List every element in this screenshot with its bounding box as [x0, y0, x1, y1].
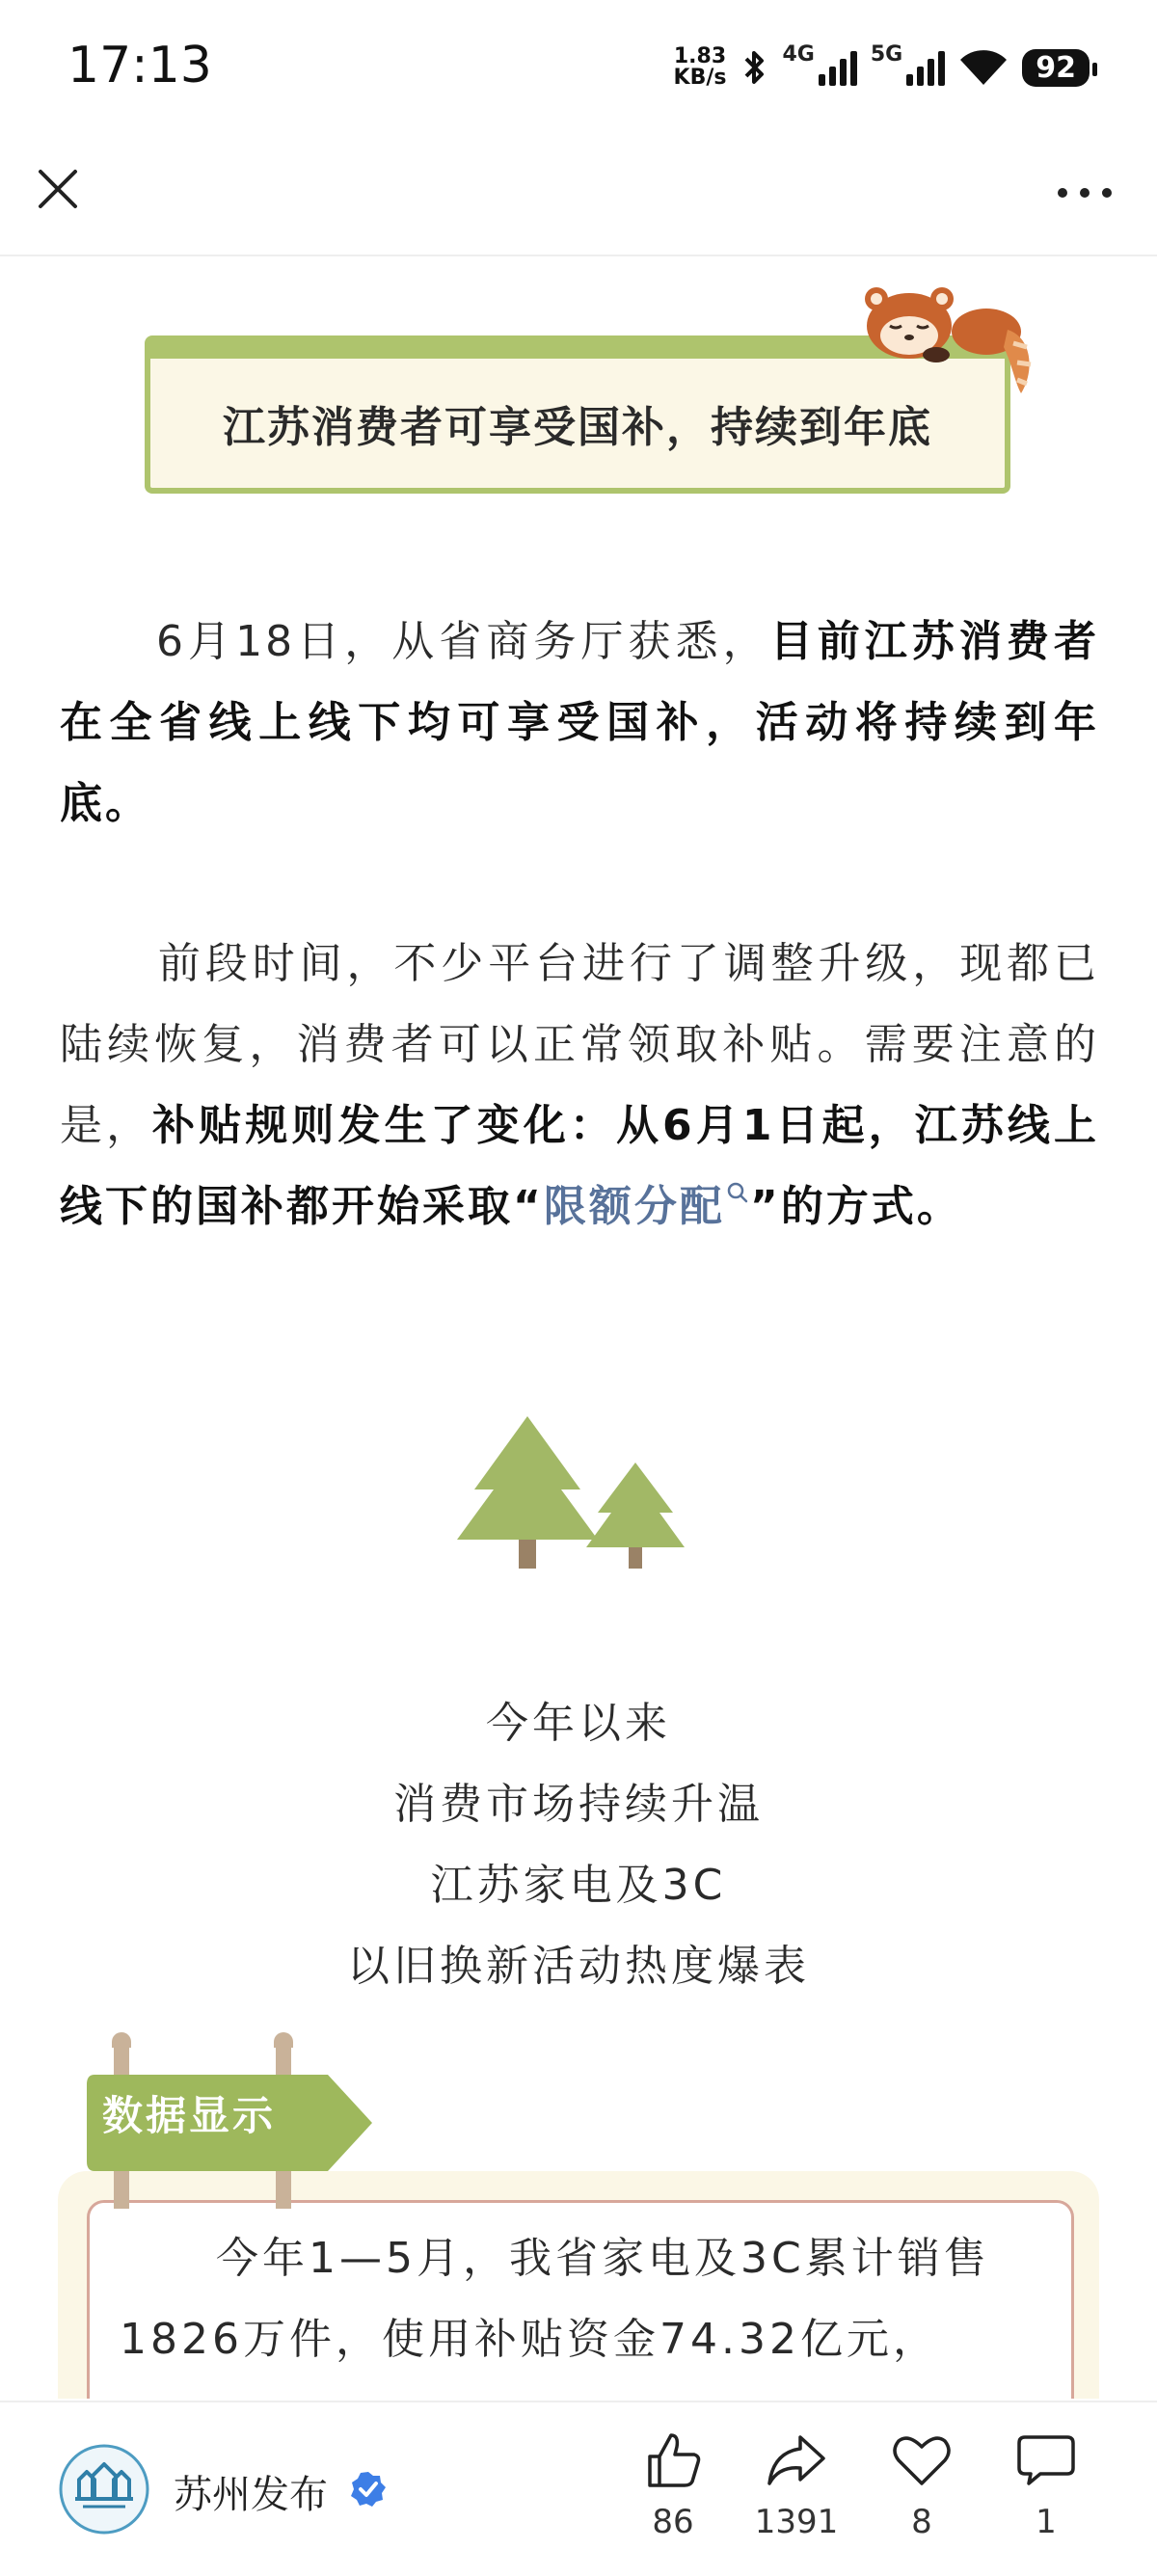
article-content — [0, 256, 1157, 2399]
signal-bars-icon — [819, 49, 857, 86]
trees-illustration — [453, 1409, 704, 1582]
paragraph-2: 前段时间，不少平台进行了调整升级，现都已陆续恢复，消费者可以正常领取补贴。需要注意的是，补贴规则发生了变化：从6月1日起，江苏线上线下的国补都开始采取“限额分配 ”的方式。 — [60, 939, 1100, 1231]
highlight-lines — [0, 1683, 1157, 2007]
favorite-count: 8 — [911, 2503, 932, 2541]
thumbs-up-icon — [642, 2431, 704, 2489]
signal-label-4g: 4G — [782, 41, 815, 67]
signal-label-5g: 5G — [870, 41, 903, 67]
comment-count: 1 — [1036, 2503, 1057, 2541]
red-panda-illustration — [863, 276, 1036, 401]
signal-bars-icon — [906, 49, 945, 86]
data-label: 数据显示 — [102, 2092, 277, 2139]
nav-bar — [0, 135, 1157, 256]
article-title: 江苏消费者可享受国补，持续到年底 — [223, 403, 932, 452]
bottom-bar — [0, 2401, 1157, 2576]
comment-button[interactable] — [993, 2431, 1099, 2541]
wifi-icon — [958, 48, 1009, 87]
account-logo[interactable] — [58, 2443, 150, 2536]
favorite-button[interactable] — [869, 2431, 975, 2541]
status-bar — [0, 0, 1157, 135]
bluetooth-icon — [740, 48, 769, 87]
data-paragraph: 今年1—5月，我省家电及3C累计销售1826万件，使用补贴资金74.32亿元， — [120, 2234, 990, 2364]
share-icon — [766, 2431, 827, 2489]
battery-indicator: 92 — [1022, 49, 1090, 87]
network-speed: 1.83 KB/s — [673, 44, 727, 90]
verified-badge-icon — [349, 2470, 388, 2509]
highlight-line: 以旧换新活动热度爆表 — [347, 1942, 810, 1991]
paragraph-1: 6月18日，从省商务厅获悉，目前江苏消费者在全省线上线下均可享受国补，活动将持续到年底。 — [60, 617, 1100, 828]
close-icon[interactable] — [29, 160, 87, 218]
highlight-line: 今年以来 — [486, 1699, 671, 1748]
search-icon[interactable] — [725, 1180, 750, 1209]
share-count: 1391 — [754, 2503, 839, 2541]
like-button[interactable] — [620, 2431, 726, 2541]
quota-allocation-link[interactable]: 限额分配 — [543, 1182, 725, 1231]
status-time: 17:13 — [67, 37, 212, 94]
like-count: 86 — [652, 2503, 694, 2541]
highlight-line: 江苏家电及3C — [430, 1861, 727, 1910]
data-section — [58, 2040, 1099, 2399]
comment-icon — [1015, 2431, 1077, 2489]
share-button[interactable] — [743, 2431, 849, 2541]
more-icon[interactable] — [1051, 164, 1118, 222]
status-icons — [674, 39, 1090, 96]
account-name[interactable]: 苏州发布 — [174, 2473, 328, 2517]
highlight-line: 消费市场持续升温 — [393, 1780, 764, 1829]
heart-icon — [891, 2431, 953, 2489]
